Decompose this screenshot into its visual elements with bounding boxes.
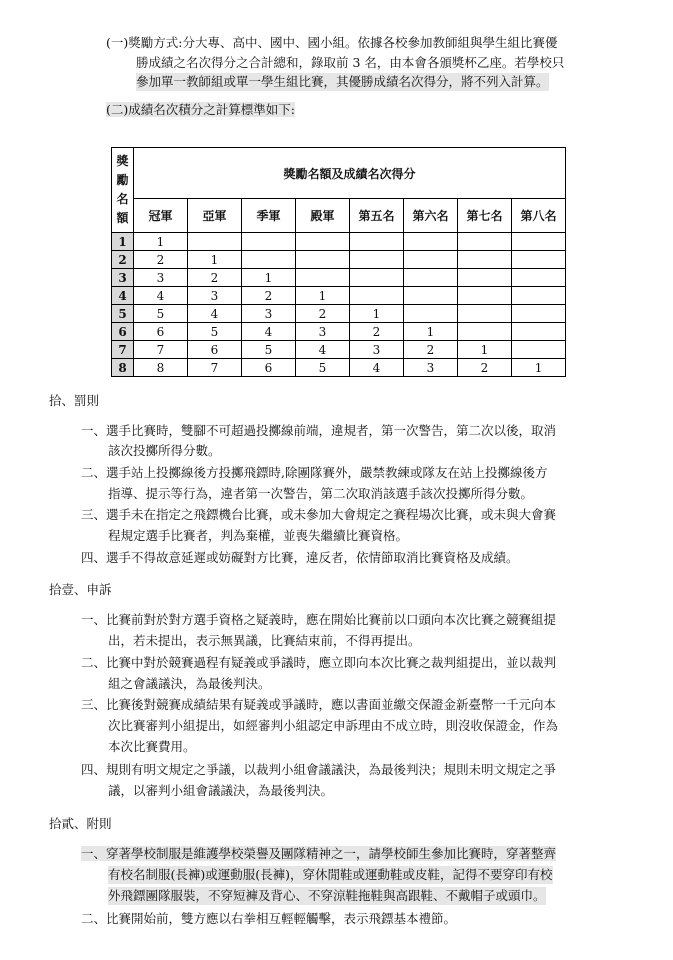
rank-cell: 7 <box>112 341 134 359</box>
score-cell <box>458 305 512 323</box>
penalty-item-1-line-2: 該次投擲所得分數。 <box>108 443 221 458</box>
award-item-2 <box>106 101 295 119</box>
score-cell: 4 <box>350 359 404 377</box>
score-cell: 1 <box>296 287 350 305</box>
score-cell: 2 <box>350 323 404 341</box>
score-cell: 5 <box>296 359 350 377</box>
rank-cell: 4 <box>112 287 134 305</box>
score-cell <box>242 233 296 251</box>
appeal-item-3-line-3: 本次比賽費用。 <box>108 739 196 754</box>
score-cell <box>296 233 350 251</box>
score-cell: 3 <box>296 323 350 341</box>
score-cell <box>404 305 458 323</box>
appeal-item-2-line-2: 組之會議議決，為最後判決。 <box>108 676 271 691</box>
score-cell: 1 <box>350 305 404 323</box>
score-cell <box>512 251 566 269</box>
score-cell: 2 <box>188 269 242 287</box>
rank-cell: 8 <box>112 359 134 377</box>
score-cell: 5 <box>242 341 296 359</box>
award-item-1-line-1: (一)獎勵方式:分大專、高中、國中、國小組。依據各校參加教師組與學生組比賽優 <box>106 35 558 50</box>
score-cell: 6 <box>242 359 296 377</box>
score-cell: 2 <box>296 305 350 323</box>
score-cell <box>350 269 404 287</box>
penalty-item-3-line-2: 程規定選手比賽者，判為棄權，並喪失繼續比賽資格。 <box>108 528 409 543</box>
table-row <box>112 323 566 341</box>
score-cell <box>458 269 512 287</box>
appendix-item-1-line-3: 外飛鏢團隊服裝，不穿短褲及背心、不穿涼鞋拖鞋與高跟鞋、不戴帽子或頭巾。 <box>108 888 546 903</box>
penalty-item-1-line-1: 一、選手比賽時，雙腳不可超過投擲線前端，違規者，第一次警告，第二次以後，取消 <box>81 423 557 438</box>
place-header: 亞軍 <box>188 199 242 233</box>
score-cell: 6 <box>134 323 188 341</box>
corner-char: 勵 <box>116 173 129 187</box>
score-cell <box>404 287 458 305</box>
rank-cell: 3 <box>112 269 134 287</box>
score-cell: 5 <box>188 323 242 341</box>
penalty-item-2-line-1: 二、選手站上投擲線後方投擲飛鏢時,除團隊賽外，嚴禁教練或隊友在站上投擲線後方 <box>81 465 548 480</box>
score-cell <box>458 233 512 251</box>
score-cell: 4 <box>242 323 296 341</box>
score-cell: 4 <box>188 305 242 323</box>
score-cell: 1 <box>188 251 242 269</box>
table-row <box>112 287 566 305</box>
table-row <box>112 269 566 287</box>
score-cell <box>458 287 512 305</box>
appendix-item-1-line-2: 有校名制服(長褲)或運動服(長褲)，穿休閒鞋或運動鞋或皮鞋，記得不要穿印有校 <box>108 867 553 882</box>
score-cell: 5 <box>134 305 188 323</box>
score-cell: 3 <box>134 269 188 287</box>
award-item-1-line-3: 參加單一教師組或單一學生組比賽，其優勝成績名次得分，將不列入計算。 <box>136 74 549 89</box>
score-cell <box>350 287 404 305</box>
table-row <box>112 233 566 251</box>
score-cell: 8 <box>134 359 188 377</box>
score-cell: 4 <box>296 341 350 359</box>
penalty-item-3-line-1: 三、選手未在指定之飛鏢機台比賽，或未參加大會規定之賽程場次比賽，或未與大會賽 <box>81 507 557 522</box>
score-cell <box>350 233 404 251</box>
appeal-item-1-line-1: 一、比賽前對於對方選手資格之疑義時，應在開始比賽前以口頭向本次比賽之競賽組提 <box>81 612 557 627</box>
table-header-row <box>112 199 566 233</box>
score-cell <box>458 323 512 341</box>
score-cell <box>404 251 458 269</box>
corner-char: 額 <box>116 211 129 225</box>
score-cell <box>404 269 458 287</box>
appendix-heading: 拾貳、附則 <box>49 816 112 831</box>
table-corner-header <box>112 148 134 233</box>
appeal-item-3-line-1: 三、比賽後對競賽成績結果有疑義或爭議時，應以書面並繳交保證金新臺幣一千元向本 <box>81 697 557 712</box>
score-cell: 1 <box>404 323 458 341</box>
rank-cell: 1 <box>112 233 134 251</box>
table-row <box>112 359 566 377</box>
score-cell <box>242 251 296 269</box>
place-header: 冠軍 <box>134 199 188 233</box>
table-row <box>112 341 566 359</box>
score-cell: 4 <box>134 287 188 305</box>
award-item-2-text: (二)成績名次積分之計算標準如下: <box>106 102 295 117</box>
score-cell <box>458 251 512 269</box>
score-cell: 2 <box>242 287 296 305</box>
score-cell: 6 <box>188 341 242 359</box>
penalty-heading: 拾、罰則 <box>49 393 100 408</box>
rank-cell: 2 <box>112 251 134 269</box>
place-header: 季軍 <box>242 199 296 233</box>
penalty-item-2-line-2: 指導、提示等行為，違者第一次警告，第二次取消該選手該次投擲所得分數。 <box>108 486 534 501</box>
award-item-1-line-2 <box>136 54 564 72</box>
place-header: 第六名 <box>404 199 458 233</box>
award-item-1-line-2-text: 勝成績之名次得分之合計總和，錄取前 3 名，由本會各頒獎杯乙座。若學校只 <box>136 55 565 70</box>
appendix-item-1-line-1-text: 一、穿著學校制服是維護學校榮譽及團隊精神之一，請學校師生參加比賽時，穿著整齊 <box>81 846 557 861</box>
score-cell: 7 <box>188 359 242 377</box>
score-cell <box>512 287 566 305</box>
score-cell <box>512 305 566 323</box>
table-row <box>112 251 566 269</box>
corner-char: 名 <box>116 192 129 206</box>
score-cell <box>404 233 458 251</box>
score-cell <box>512 323 566 341</box>
place-header: 殿軍 <box>296 199 350 233</box>
score-cell: 3 <box>188 287 242 305</box>
score-cell: 1 <box>512 359 566 377</box>
score-cell: 7 <box>134 341 188 359</box>
score-table <box>111 147 566 377</box>
score-cell <box>296 269 350 287</box>
corner-char: 獎 <box>116 154 129 168</box>
appeal-item-4-line-1: 四、規則有明文規定之爭議，以裁判小組會議議決，為最後判決；規則未明文規定之爭 <box>81 762 557 777</box>
score-table-body <box>112 233 566 377</box>
appendix-item-1-line-1 <box>81 845 556 863</box>
appeal-item-2-line-1: 二、比賽中對於競賽過程有疑義或爭議時，應立即向本次比賽之裁判組提出，並以裁判 <box>81 655 557 670</box>
rank-cell: 6 <box>112 323 134 341</box>
appendix-item-2-line-1: 二、比賽開始前，雙方應以右拳相互輕輕觸擊，表示飛鏢基本禮節。 <box>81 911 457 926</box>
score-cell <box>512 269 566 287</box>
score-cell <box>296 251 350 269</box>
appeal-item-1-line-2: 出，若未提出，表示無異議，比賽結束前，不得再提出。 <box>108 633 421 648</box>
appeal-item-3-line-2: 次比賽審判小組提出，如經審判小組認定申訴理由不成立時，則沒收保證金，作為 <box>108 718 559 733</box>
appeal-item-4-line-2: 議，以審判小組會議議決，為最後判決。 <box>108 783 334 798</box>
score-cell: 2 <box>134 251 188 269</box>
place-header: 第八名 <box>512 199 566 233</box>
score-cell: 2 <box>458 359 512 377</box>
score-cell: 1 <box>134 233 188 251</box>
score-cell: 2 <box>404 341 458 359</box>
place-header: 第五名 <box>350 199 404 233</box>
place-header: 第七名 <box>458 199 512 233</box>
score-cell <box>512 233 566 251</box>
penalty-item-4-line-1: 四、選手不得故意延遲或妨礙對方比賽，違反者，依情節取消比賽資格及成績。 <box>81 550 519 565</box>
score-cell: 3 <box>350 341 404 359</box>
score-cell <box>350 251 404 269</box>
score-cell: 3 <box>242 305 296 323</box>
score-cell <box>512 341 566 359</box>
score-cell <box>188 233 242 251</box>
table-group-header: 獎勵名額及成績名次得分 <box>134 148 566 199</box>
score-cell: 1 <box>458 341 512 359</box>
table-row <box>112 305 566 323</box>
score-cell: 3 <box>404 359 458 377</box>
score-cell: 1 <box>242 269 296 287</box>
appeal-heading: 拾壹、申訴 <box>49 582 112 597</box>
rank-cell: 5 <box>112 305 134 323</box>
